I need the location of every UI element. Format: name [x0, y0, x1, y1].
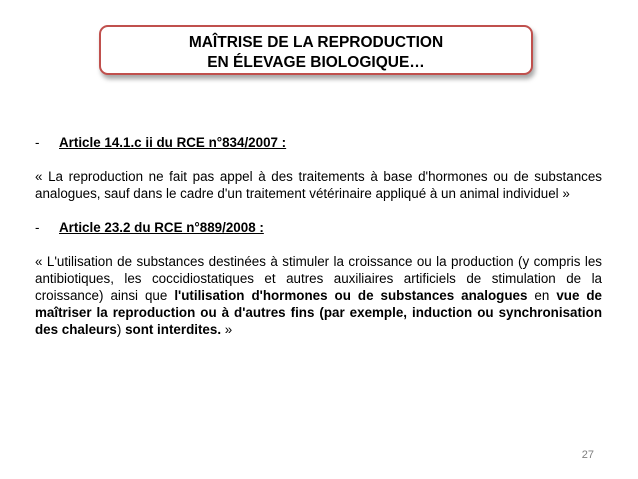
article-1-quote: « La reproduction ne fait pas appel à des traitements à base d'hormones ou de substances analogues, sauf dans le cadre d'un traitement vétérinaire appliqué à un animal individuel »: [35, 169, 602, 201]
article-2-text-bold-3: sont interdites.: [125, 322, 222, 337]
article-2-quote: [35, 253, 602, 338]
page-number: 27: [581, 449, 594, 461]
article-2-text-part-3: ): [116, 322, 126, 337]
article-2-heading: Article 23.2 du RCE n°889/2008 :: [59, 220, 264, 235]
article-1-heading-line: [35, 134, 602, 151]
article-2-bullet: -: [35, 220, 40, 235]
article-2-text-part-2: en: [527, 288, 557, 303]
slide-title-line-1: MAÎTRISE DE LA REPRODUCTION: [188, 34, 444, 51]
article-1-heading: Article 14.1.c ii du RCE n°834/2007 :: [59, 135, 287, 150]
article-2-text-bold-2: vue de maîtriser la reproduction ou à d'autres fins (par exemple, induction ou synchronisation des chaleurs: [35, 288, 603, 337]
article-2-text-part-1: « L'utilisation de substances destinées à stimuler la croissance ou la production (y compris les antibiotiques, les coccidiostatiques et autres auxiliaires artificiels de stimulation de la croissance) ainsi que: [35, 254, 602, 303]
slide-content: [35, 134, 602, 355]
article-2-text-part-4: »: [221, 322, 233, 337]
slide-title-box: [99, 25, 533, 75]
article-1-bullet: -: [35, 135, 40, 150]
article-2-text-bold-1: l'utilisation d'hormones ou de substances analogues: [174, 288, 528, 303]
slide-title-line-2: EN ÉLEVAGE BIOLOGIQUE…: [207, 54, 425, 71]
article-2-heading-line: [35, 219, 602, 236]
